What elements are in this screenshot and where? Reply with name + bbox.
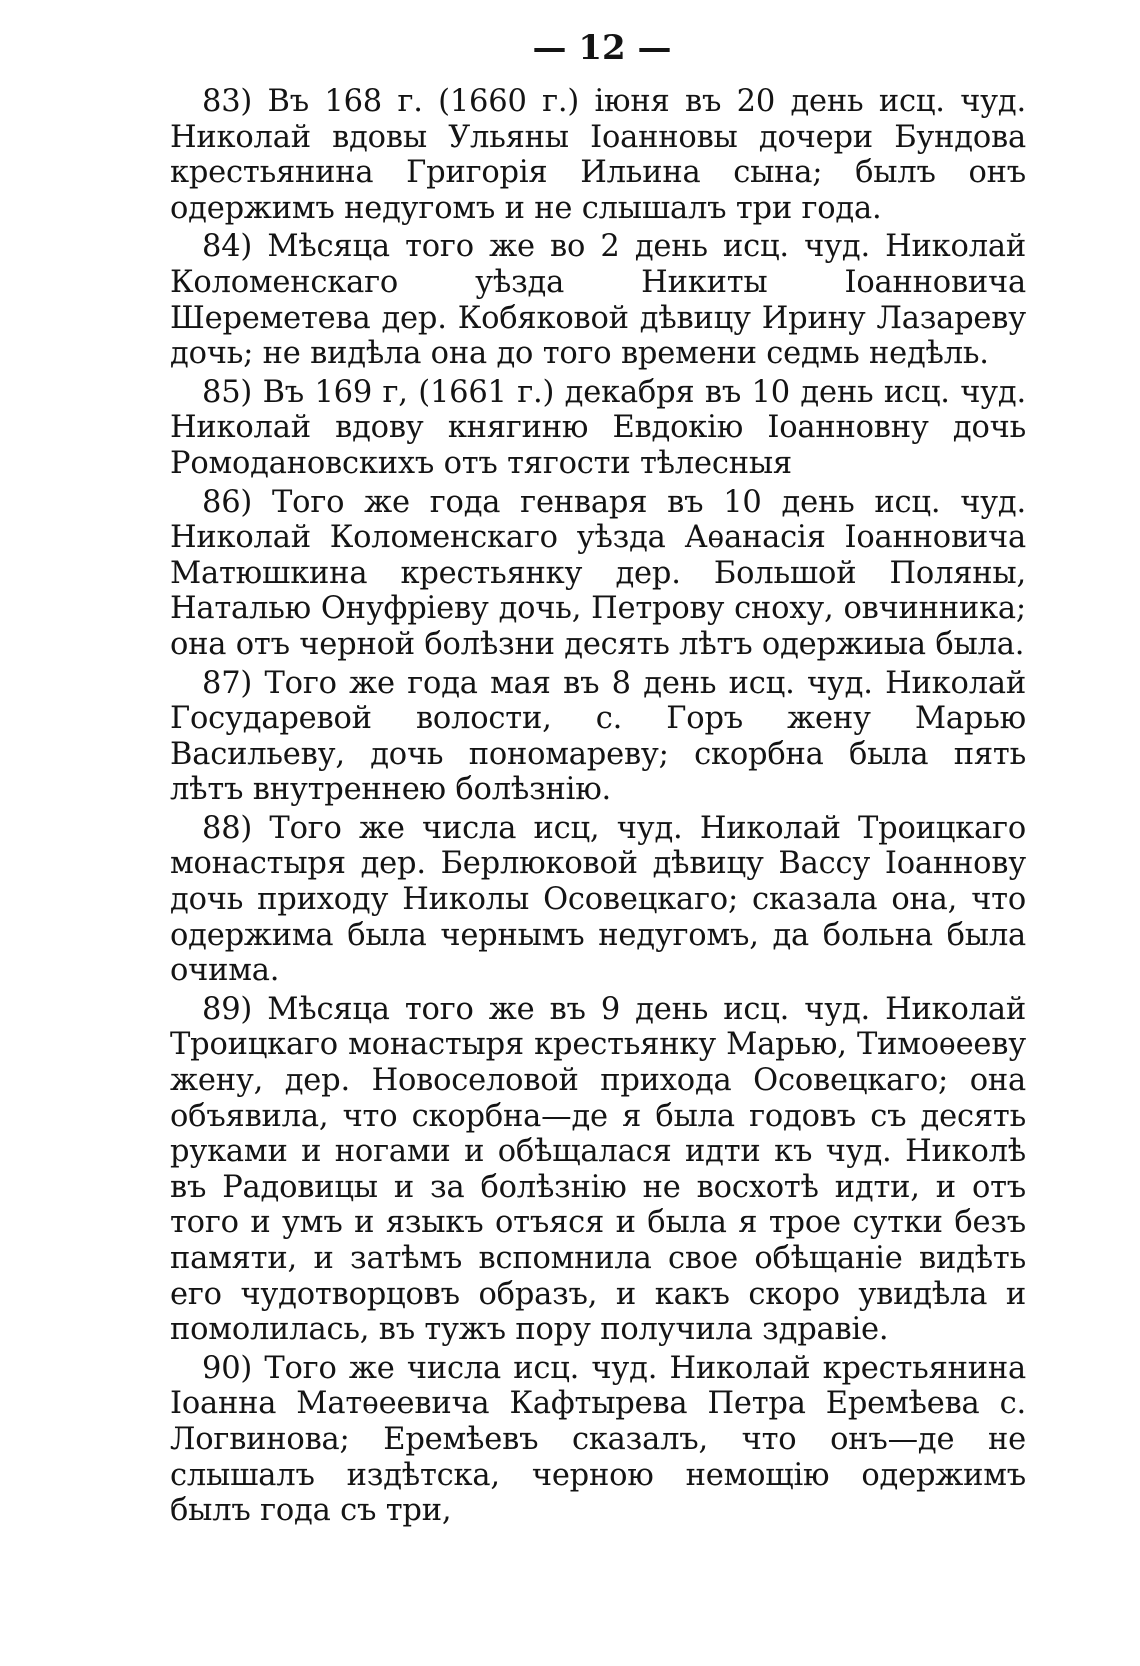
- entry-85: 85) Въ 169 г, (1661 г.) декабря въ 10 день исц. чуд. Николай вдову княгиню Евдокію Іоанновну дочь Ромодановскихъ отъ тягости тѣлесныя: [170, 374, 1026, 481]
- book-page: [170, 28, 1026, 1532]
- entry-90: 90) Того же числа исц. чуд. Николай крестьянина Іоанна Матѳеевича Кафтырева Петра Еремѣева с. Логвинова; Еремѣевъ сказалъ, что онъ—де не слышалъ издѣтска, черною немощію одержимъ былъ года съ три,: [170, 1350, 1026, 1529]
- entry-83: 83) Въ 168 г. (1660 г.) іюня въ 20 день исц. чуд. Николай вдовы Ульяны Іоанновы дочери Бундова крестьянина Григорія Ильина сына; былъ онъ одержимъ недугомъ и не слышалъ три года.: [170, 84, 1026, 226]
- entry-84: 84) Мѣсяца того же во 2 день исц. чуд. Николай Коломенскаго уѣзда Никиты Іоанновича Шереметева дер. Кобяковой дѣвицу Ирину Лазареву дочь; не видѣла она до того времени седмь недѣль.: [170, 229, 1026, 372]
- entry-88: 88) Того же числа исц, чуд. Николай Троицкаго монастыря дер. Берлюковой дѣвицу Вассу Іоаннову дочь приходу Николы Осовецкаго; сказала она, что одержима была чернымъ недугомъ, да больна была очима.: [170, 810, 1026, 989]
- entry-89: 89) Мѣсяца того же въ 9 день исц. чуд. Николай Троицкаго монастыря крестьянку Марью, Тимоѳееву жену, дер. Новоселовой прихода Осовецкаго; она объявила, что скорбна—де я была годовъ съ десять руками и ногами и обѣщалася идти къ чуд. Николѣ въ Радовицы и за болѣзнію не восхотѣ идти, и отъ того и умъ и языкъ отъяся и была я трое сутки безъ памяти, и затѣмъ вспомнила свое обѣщаніе видѣть его чудотворцовъ образъ, и какъ скоро увидѣла и помолилась, въ тужъ пору получила здравіе.: [170, 991, 1026, 1348]
- entry-87: 87) Того же года мая въ 8 день исц. чуд. Николай Государевой волости, с. Горъ жену Марью Васильеву, дочь пономареву; скорбна была пять лѣтъ внутреннею болѣзнію.: [170, 665, 1026, 808]
- page-number: — 12 —: [532, 28, 672, 68]
- entry-86: 86) Того же года генваря въ 10 день исц. чуд. Николай Коломенскаго уѣзда Аѳанасія Іоанновича Матюшкина крестьянку дер. Большой Поляны, Наталью Онуфріеву дочь, Петрову сноху, овчинника; она отъ черной болѣзни десять лѣтъ одержиыа была.: [170, 484, 1026, 662]
